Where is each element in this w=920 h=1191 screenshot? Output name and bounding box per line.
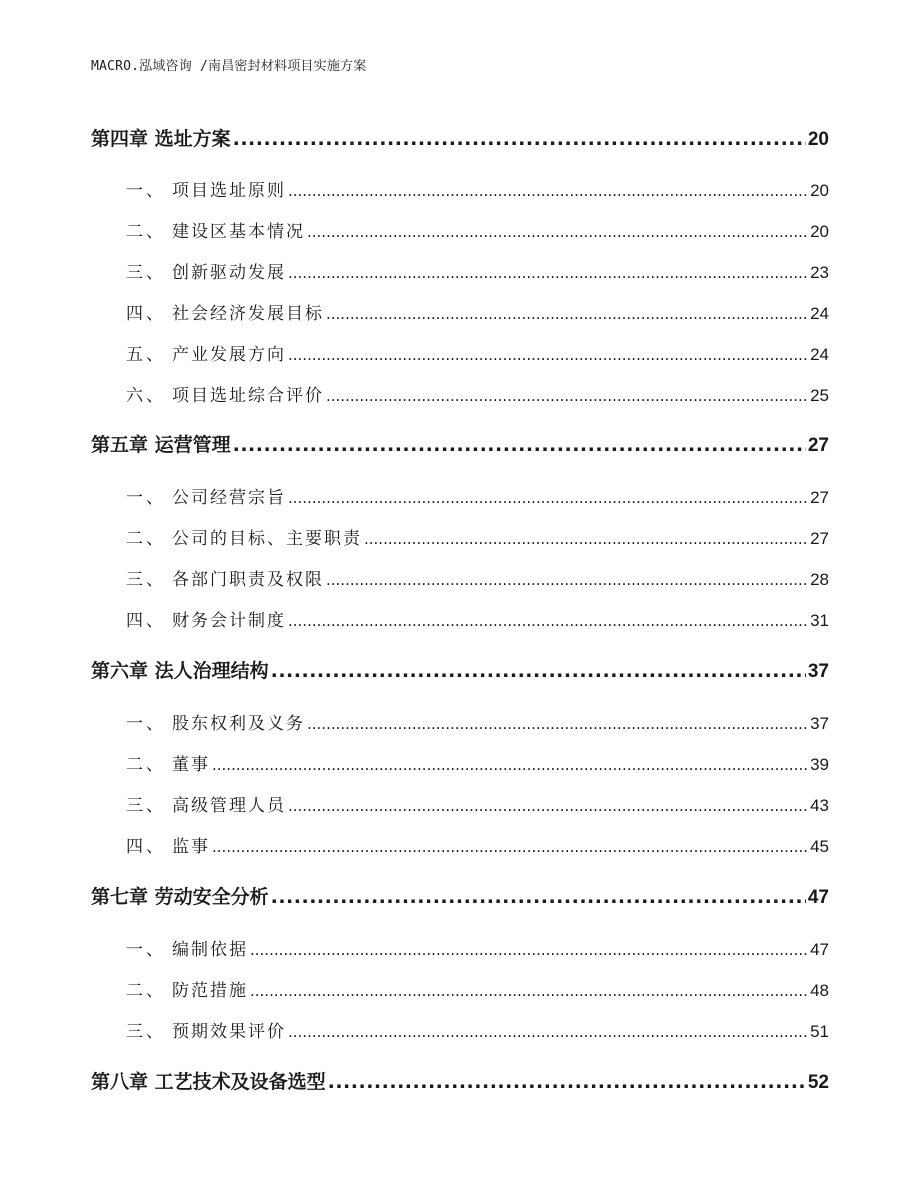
- toc-section-number: 五、: [126, 345, 166, 365]
- toc-section-4-4[interactable]: [126, 299, 829, 324]
- toc-page-number: 20: [810, 181, 829, 200]
- toc-page-number: 47: [810, 940, 829, 959]
- toc-section-number: 四、: [126, 837, 166, 857]
- toc-page-number: 37: [810, 714, 829, 733]
- toc-section-7-1[interactable]: [126, 935, 829, 960]
- toc-leader-dots: [233, 128, 806, 150]
- toc-page-number: 31: [810, 611, 829, 630]
- toc-entry-label: 编制依据: [172, 940, 248, 960]
- toc-section-number: 一、: [126, 714, 166, 734]
- toc-entry-label: 建设区基本情况: [172, 222, 305, 242]
- toc-section-7-3[interactable]: [126, 1017, 829, 1042]
- toc-leader-dots: [307, 223, 808, 241]
- toc-section-number: 三、: [126, 570, 166, 590]
- toc-leader-dots: [288, 489, 808, 507]
- toc-entry-label: 监事: [172, 837, 210, 857]
- toc-page-number: 24: [810, 304, 829, 323]
- toc-section-number: 二、: [126, 222, 166, 242]
- toc-section-6-2[interactable]: [126, 750, 829, 775]
- toc-leader-dots: [364, 530, 808, 548]
- toc-page-number: 27: [807, 435, 829, 456]
- toc-leader-dots: [288, 264, 808, 282]
- toc-leader-dots: [328, 1071, 806, 1093]
- toc-section-4-2[interactable]: [126, 217, 829, 242]
- toc-section-5-4[interactable]: [126, 606, 829, 631]
- toc-leader-dots: [288, 1023, 808, 1041]
- toc-entry-label: 高级管理人员: [172, 796, 286, 816]
- toc-page-number: 28: [810, 570, 829, 589]
- toc-section-5-2[interactable]: [126, 524, 829, 549]
- toc-chapter-4[interactable]: [91, 124, 829, 151]
- toc-section-4-3[interactable]: [126, 258, 829, 283]
- toc-section-number: 一、: [126, 181, 166, 201]
- toc-page-number: 45: [810, 837, 829, 856]
- toc-leader-dots: [288, 346, 808, 364]
- toc-page-number: 27: [810, 529, 829, 548]
- toc-leader-dots: [288, 612, 808, 630]
- toc-leader-dots: [326, 305, 808, 323]
- toc-entry-label: 第四章 选址方案: [91, 128, 231, 150]
- toc-leader-dots: [250, 982, 808, 1000]
- toc-section-number: 三、: [126, 1022, 166, 1042]
- toc-chapter-8[interactable]: [91, 1067, 829, 1094]
- toc-page-number: 20: [807, 129, 829, 150]
- toc-section-number: 六、: [126, 386, 166, 406]
- toc-page-number: 43: [810, 796, 829, 815]
- toc-entry-label: 公司的目标、主要职责: [172, 529, 362, 549]
- toc-entry-label: 项目选址综合评价: [172, 386, 324, 406]
- toc-leader-dots: [326, 387, 808, 405]
- toc-page-number: 39: [810, 755, 829, 774]
- toc-leader-dots: [288, 182, 808, 200]
- toc-leader-dots: [307, 715, 808, 733]
- toc-leader-dots: [212, 838, 808, 856]
- toc-entry-label: 项目选址原则: [172, 181, 286, 201]
- toc-section-number: 四、: [126, 611, 166, 631]
- toc-section-number: 三、: [126, 263, 166, 283]
- toc-entry-label: 预期效果评价: [172, 1022, 286, 1042]
- toc-leader-dots: [271, 660, 806, 682]
- toc-entry-label: 第八章 工艺技术及设备选型: [91, 1071, 326, 1093]
- toc-leader-dots: [233, 434, 806, 456]
- toc-section-4-1[interactable]: [126, 176, 829, 201]
- running-header: MACRO.泓域咨询 /南昌密封材料项目实施方案: [91, 59, 367, 74]
- toc-page-number: 23: [810, 263, 829, 282]
- toc-entry-label: 董事: [172, 755, 210, 775]
- toc-entry-label: 公司经营宗旨: [172, 488, 286, 508]
- toc-entry-label: 第七章 劳动安全分析: [91, 886, 269, 908]
- toc-page-number: 52: [807, 1072, 829, 1093]
- toc-section-6-1[interactable]: [126, 709, 829, 734]
- toc-section-number: 一、: [126, 940, 166, 960]
- toc-entry-label: 社会经济发展目标: [172, 304, 324, 324]
- toc-entry-label: 产业发展方向: [172, 345, 286, 365]
- toc-chapter-6[interactable]: [91, 656, 829, 683]
- toc-page-number: 24: [810, 345, 829, 364]
- toc-page-number: 48: [810, 981, 829, 1000]
- toc-section-number: 二、: [126, 529, 166, 549]
- toc-chapter-5[interactable]: [91, 430, 829, 457]
- toc-entry-label: 各部门职责及权限: [172, 570, 324, 590]
- toc-leader-dots: [250, 941, 808, 959]
- toc-entry-label: 股东权利及义务: [172, 714, 305, 734]
- toc-entry-label: 第六章 法人治理结构: [91, 660, 269, 682]
- toc-leader-dots: [288, 797, 808, 815]
- toc-page-number: 25: [810, 386, 829, 405]
- toc-entry-label: 财务会计制度: [172, 611, 286, 631]
- toc-entry-label: 第五章 运营管理: [91, 434, 231, 456]
- toc-section-5-3[interactable]: [126, 565, 829, 590]
- toc-page-number: 51: [810, 1022, 829, 1041]
- toc-entry-label: 防范措施: [172, 981, 248, 1001]
- toc-page-number: 27: [810, 488, 829, 507]
- toc-section-number: 一、: [126, 488, 166, 508]
- toc-section-5-1[interactable]: [126, 483, 829, 508]
- toc-section-4-6[interactable]: [126, 381, 829, 406]
- toc-section-6-3[interactable]: [126, 791, 829, 816]
- toc-chapter-7[interactable]: [91, 882, 829, 909]
- toc-leader-dots: [326, 571, 808, 589]
- toc-section-6-4[interactable]: [126, 832, 829, 857]
- toc-section-number: 二、: [126, 981, 166, 1001]
- toc-section-number: 四、: [126, 304, 166, 324]
- toc-page-number: 47: [807, 887, 829, 908]
- toc-page-number: 20: [810, 222, 829, 241]
- toc-page-number: 37: [807, 661, 829, 682]
- toc-section-number: 二、: [126, 755, 166, 775]
- toc-section-number: 三、: [126, 796, 166, 816]
- toc-leader-dots: [271, 886, 806, 908]
- toc-section-7-2[interactable]: [126, 976, 829, 1001]
- toc-section-4-5[interactable]: [126, 340, 829, 365]
- toc-entry-label: 创新驱动发展: [172, 263, 286, 283]
- toc-leader-dots: [212, 756, 808, 774]
